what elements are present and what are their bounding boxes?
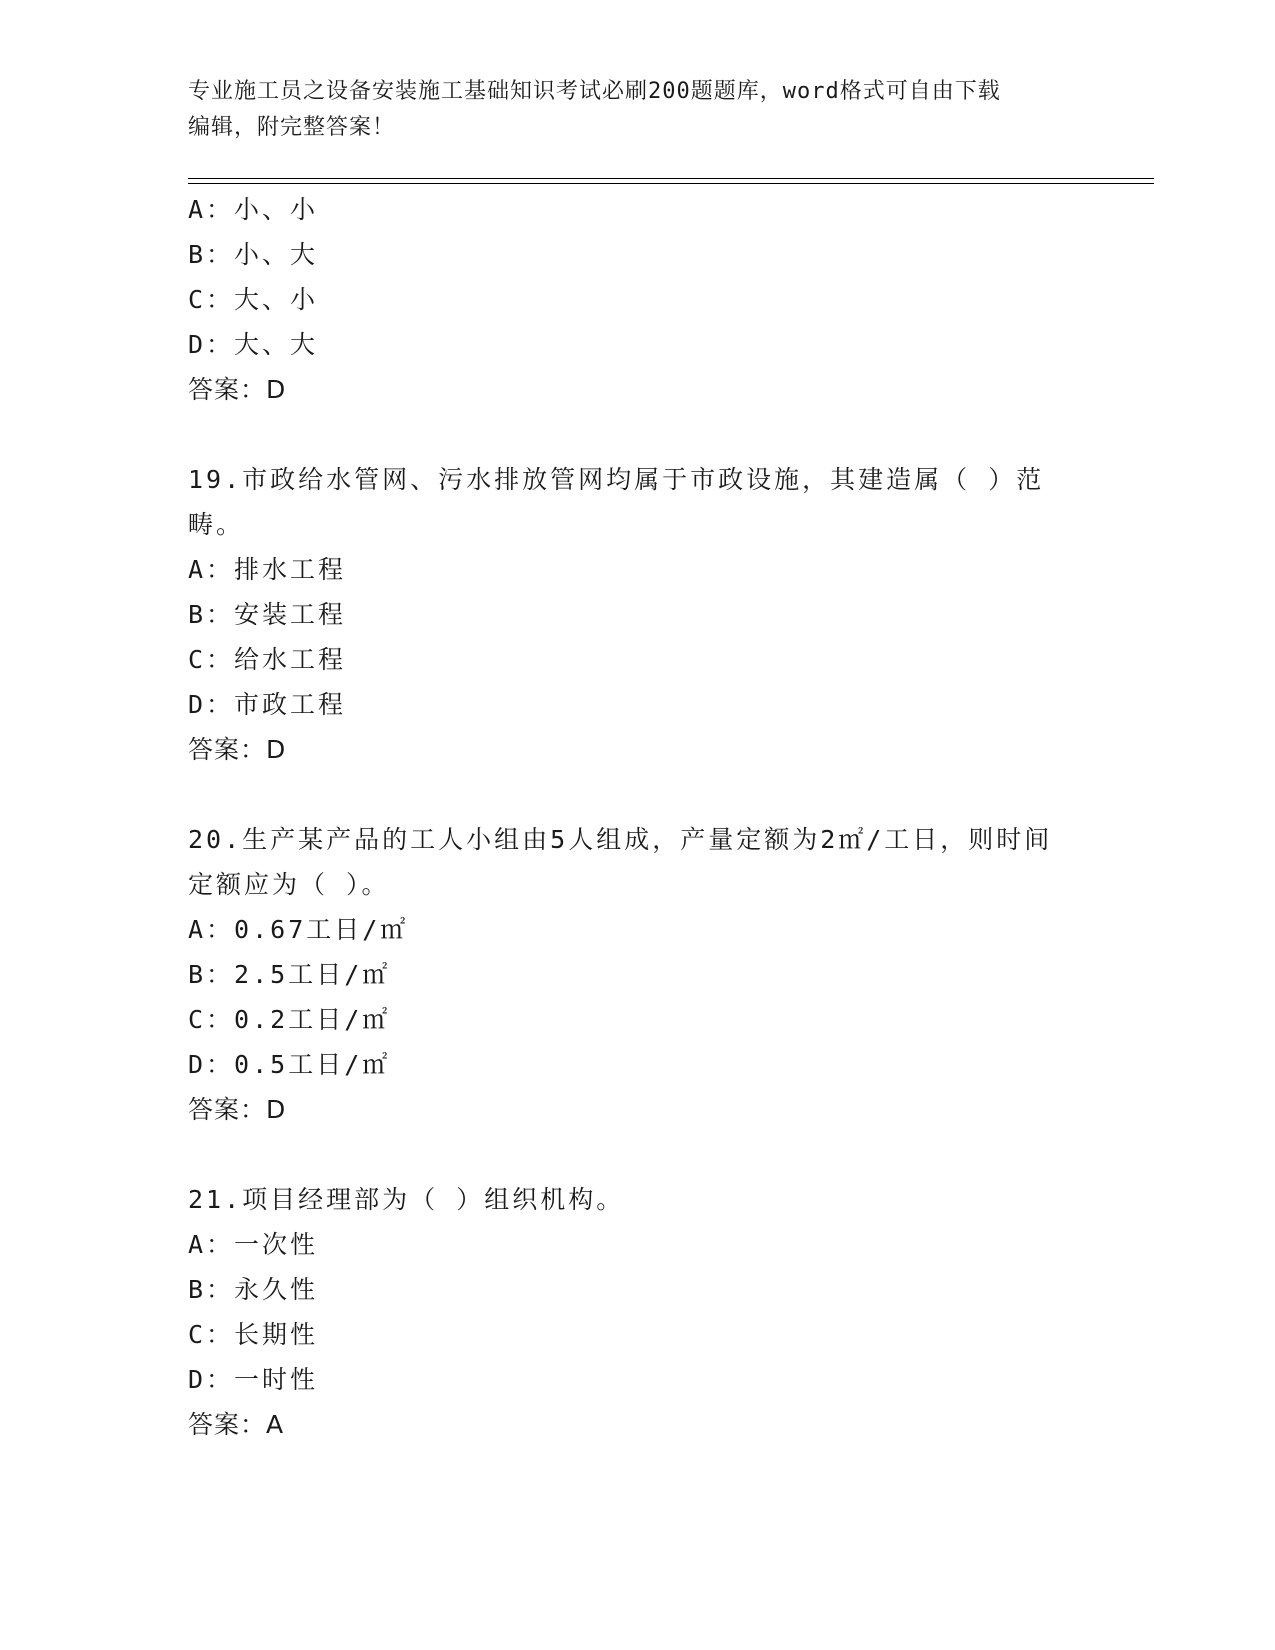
q18-option-b: B：小、大 xyxy=(188,240,319,269)
q18-option-c: C：大、小 xyxy=(188,285,319,314)
q19-stem-line-1: 19.市政给水管网、污水排放管网均属于市政设施，其建造属（ ）范 xyxy=(188,465,1045,494)
q18-option-a: A：小、小 xyxy=(188,195,319,224)
header-line-2: 编辑，附完整答案！ xyxy=(188,115,396,140)
q20-option-c: C：0.2工日/㎡ xyxy=(188,1005,391,1034)
q19-option-d: D：市政工程 xyxy=(188,690,347,719)
q18-option-d: D：大、大 xyxy=(188,330,319,359)
q20-stem-line-1: 20.生产某产品的工人小组由5人组成，产量定额为2㎡/工日，则时间 xyxy=(188,825,1053,854)
q21-option-d: D：一时性 xyxy=(188,1365,319,1394)
q20-option-a: A：0.67工日/㎡ xyxy=(188,915,409,944)
q20-option-b: B：2.5工日/㎡ xyxy=(188,960,391,989)
document-header xyxy=(188,74,1088,146)
q19-option-a: A：排水工程 xyxy=(188,555,347,584)
header-divider-bottom xyxy=(188,183,1154,184)
q21-option-a: A：一次性 xyxy=(188,1230,319,1259)
q20-option-d: D：0.5工日/㎡ xyxy=(188,1050,391,1079)
q21-stem-line-1: 21.项目经理部为（ ）组织机构。 xyxy=(188,1185,625,1214)
q18-answer: 答案：D xyxy=(188,375,287,404)
header-line-1: 专业施工员之设备安装施工基础知识考试必刷200题题库，word格式可自由下载 xyxy=(188,79,1001,104)
q19-option-b: B：安装工程 xyxy=(188,600,347,629)
q21-answer: 答案：A xyxy=(188,1410,285,1439)
q21-option-b: B：永久性 xyxy=(188,1275,319,1304)
header-divider-top xyxy=(188,178,1154,179)
q21-option-c: C：长期性 xyxy=(188,1320,319,1349)
q20-stem-line-2: 定额应为（ ）。 xyxy=(188,870,390,899)
q19-stem-line-2: 畴。 xyxy=(188,510,245,539)
q19-answer: 答案：D xyxy=(188,735,287,764)
q20-answer: 答案：D xyxy=(188,1095,287,1124)
q19-option-c: C：给水工程 xyxy=(188,645,347,674)
